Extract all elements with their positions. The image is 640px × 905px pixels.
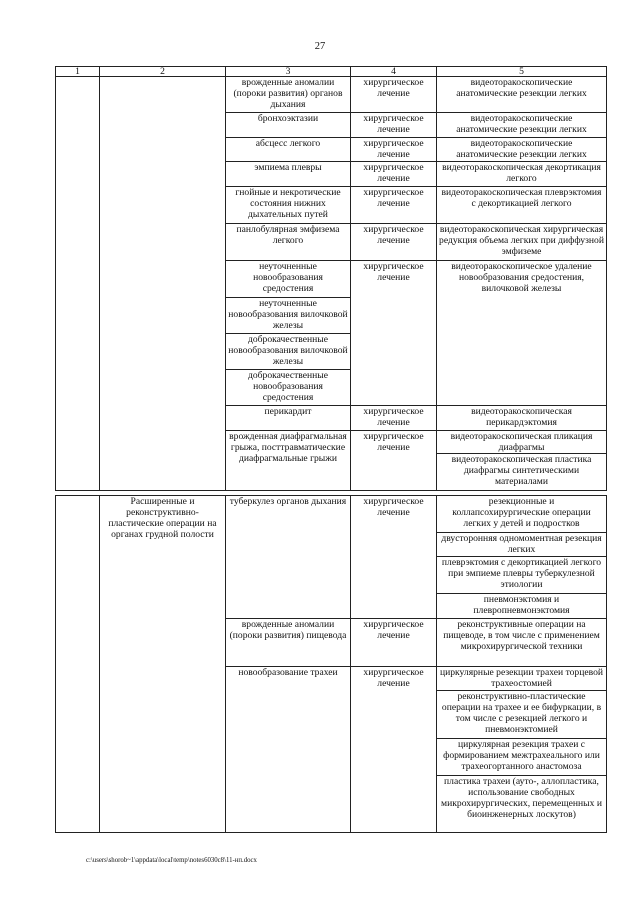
treatment-model-cell: хирургическое лечение [351, 162, 437, 187]
page-number: 27 [314, 41, 326, 52]
treatment-model-cell: хирургическое лечение [351, 113, 437, 138]
treatment-method-cell: реконструктивные операции на пищеводе, в том числе с применением микрохирургической техники [437, 619, 607, 667]
treatment-model-cell: хирургическое лечение [351, 77, 437, 113]
column-number: 1 [56, 67, 100, 77]
treatment-model-cell: хирургическое лечение [351, 261, 437, 406]
treatment-model-cell: хирургическое лечение [351, 431, 437, 491]
treatment-method-cell: видеоторакоскопическая хирургическая редукция объема легких при диффузной эмфиземе [437, 224, 607, 261]
diagnosis-cell: неуточненные новообразования средостения [226, 261, 351, 298]
column-number: 4 [351, 67, 437, 77]
treatment-method-cell: пневмонэктомия и плевропневмонэктомия [437, 594, 607, 619]
treatment-model-cell: хирургическое лечение [351, 619, 437, 667]
treatment-method-cell: пластика трахеи (ауто-, аллопластика, использование свободных микрохирургических, перемещенных и биоинженерных лоскутов) [437, 776, 607, 833]
number-cell [56, 496, 100, 833]
diagnosis-cell: неуточненные новообразования вилочковой железы [226, 298, 351, 334]
treatment-method-cell: видеоторакоскопическая перикардэктомия [437, 406, 607, 431]
diagnosis-cell: перикардит [226, 406, 351, 431]
treatment-method-cell: резекционные и коллапсохирургические операции легких у детей и подростков [437, 496, 607, 533]
treatment-method-cell: видеоторакоскопическое удаление новообразования средостения, вилочковой железы [437, 261, 607, 406]
diagnosis-cell: бронхоэктазии [226, 113, 351, 138]
treatment-table-continued [55, 495, 607, 833]
treatment-method-cell: видеоторакоскопическая пластика диафрагмы синтетическими материалами [437, 454, 607, 491]
table-row [56, 496, 607, 533]
table-header-row [56, 67, 607, 77]
column-number: 2 [100, 67, 226, 77]
diagnosis-cell: врожденные аномалии (пороки развития) пищевода [226, 619, 351, 667]
diagnosis-cell: доброкачественные новообразования средостения [226, 370, 351, 406]
file-path-footer: c:\users\shorob~1\appdata\local\temp\notes6030c8\11-нп.docx [86, 857, 257, 864]
treatment-method-cell: видеоторакоскопические анатомические резекции легких [437, 138, 607, 162]
diagnosis-cell: доброкачественные новообразования вилочковой железы [226, 334, 351, 370]
treatment-method-cell: видеоторакоскопические анатомические резекции легких [437, 113, 607, 138]
treatment-model-cell: хирургическое лечение [351, 224, 437, 261]
treatment-model-cell: хирургическое лечение [351, 406, 437, 431]
diagnosis-cell: абсцесс легкого [226, 138, 351, 162]
treatment-method-cell: видеоторакоскопические анатомические резекции легких [437, 77, 607, 113]
number-cell [56, 77, 100, 491]
diagnosis-cell: эмпиема плевры [226, 162, 351, 187]
treatment-model-cell: хирургическое лечение [351, 667, 437, 833]
column-number: 5 [437, 67, 607, 77]
diagnosis-cell: врожденная диафрагмальная грыжа, посттравматические диафрагмальные грыжи [226, 431, 351, 491]
treatment-table [55, 66, 607, 491]
treatment-method-cell: двусторонняя одномоментная резекция легких [437, 533, 607, 557]
treatment-model-cell: хирургическое лечение [351, 187, 437, 224]
diagnosis-cell: панлобулярная эмфизема легкого [226, 224, 351, 261]
diagnosis-cell: врожденные аномалии (пороки развития) органов дыхания [226, 77, 351, 113]
treatment-model-cell: хирургическое лечение [351, 496, 437, 619]
treatment-method-cell: плеврэктомия с декортикацией легкого при эмпиеме плевры туберкулезной этиологии [437, 557, 607, 594]
diagnosis-cell: туберкулез органов дыхания [226, 496, 351, 619]
treatment-method-cell: видеоторакоскопическая плеврэктомия с декортикацией легкого [437, 187, 607, 224]
table-row [56, 77, 607, 113]
diagnosis-cell: новообразование трахеи [226, 667, 351, 833]
treatment-method-cell: видеоторакоскопическая декортикация легкого [437, 162, 607, 187]
treatment-method-cell: циркулярные резекции трахеи торцевой трахеостомией [437, 667, 607, 691]
section-cell [100, 77, 226, 491]
diagnosis-cell: гнойные и некротические состояния нижних дыхательных путей [226, 187, 351, 224]
treatment-model-cell: хирургическое лечение [351, 138, 437, 162]
treatment-method-cell: реконструктивно-пластические операции на трахее и ее бифуркации, в том числе с резекцией легкого и пневмонэктомией [437, 691, 607, 739]
treatment-method-cell: циркулярная резекция трахеи с формированием межтрахеального или трахеогортанного анастомоза [437, 739, 607, 776]
section-name-cell: Расширенные и реконструктивно-пластические операции на органах грудной полости [100, 496, 226, 833]
column-number: 3 [226, 67, 351, 77]
treatment-method-cell: видеоторакоскопическая пликация диафрагмы [437, 431, 607, 454]
